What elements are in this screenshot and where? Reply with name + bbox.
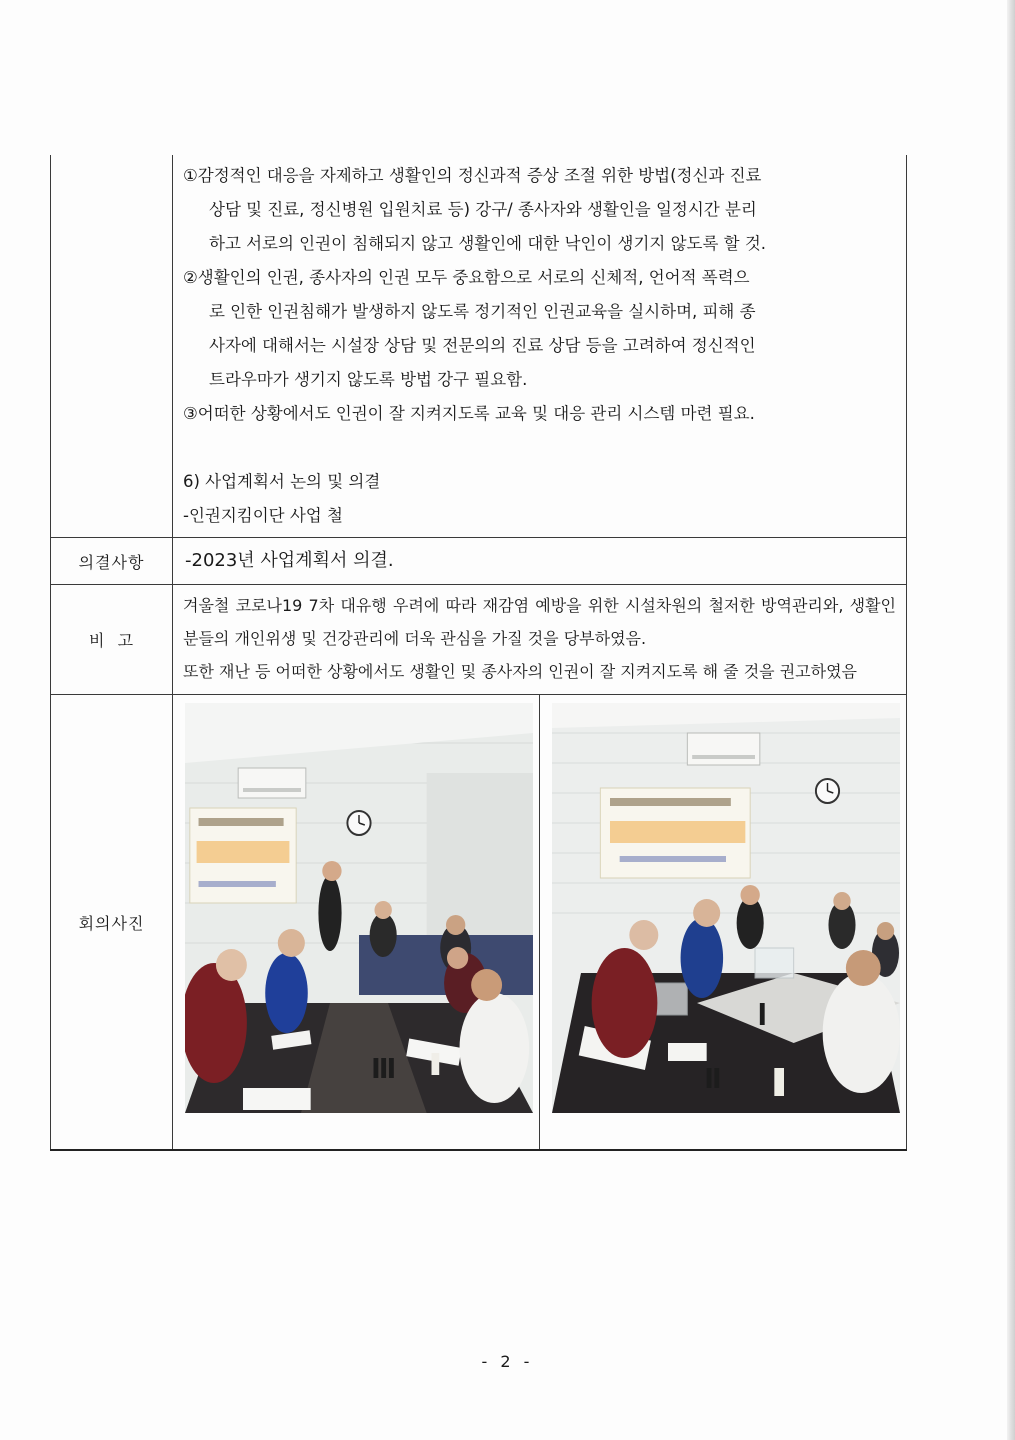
remarks-line-2: 또한 재난 등 어떠한 상황에서도 생활인 및 종사자의 인권이 잘 지켜지도록 해 줄 것을 권고하였음	[183, 662, 857, 681]
item-1-line-3: 하고 서로의 인권이 침해되지 않고 생활인에 대한 낙인이 생기지 않도록 할 것.	[209, 234, 767, 253]
item-2-line-3: 사자에 대해서는 시설장 상담 및 전문의의 진료 상담 등을 고려하여 정신적인	[209, 336, 756, 355]
spacer	[183, 431, 898, 465]
photo-cell-left	[173, 695, 540, 1149]
content-cell	[173, 155, 907, 538]
remarks-row	[51, 585, 907, 695]
decision-text: -2023년 사업계획서 의결.	[173, 538, 907, 585]
photo-cell-right	[540, 695, 907, 1149]
item-1-head: ①감정적인 대응을 자제하고 생활인의 정신과적 증상 조절 위한 방법(정신과 진료	[183, 166, 762, 185]
decision-label: 의결사항	[51, 538, 173, 585]
empty-label-cell	[51, 155, 173, 538]
page-number: - 2 -	[481, 1352, 534, 1371]
meeting-photo-1	[185, 703, 533, 1113]
item-2-line-4: 트라우마가 생기지 않도록 방법 강구 필요함.	[209, 370, 528, 389]
photos-cell	[173, 695, 907, 1151]
content-row	[51, 155, 907, 538]
decision-row	[51, 538, 907, 585]
item-2-line-2: 로 인한 인권침해가 발생하지 않도록 정기적인 인권교육을 실시하며, 피해 종	[209, 302, 756, 321]
remarks-cell	[173, 585, 907, 695]
item-3-head: ③어떠한 상황에서도 인권이 잘 지켜지도록 교육 및 대응 관리 시스템 마련 필요.	[183, 404, 755, 423]
minutes-table	[50, 155, 907, 1151]
item-1-line-2: 상담 및 진료, 정신병원 입원치료 등) 강구/ 종사자와 생활인을 일정시간 분리	[209, 200, 757, 219]
photos-inner-table	[173, 695, 906, 1149]
photos-label: 회의사진	[51, 695, 173, 1151]
section-title: 6) 사업계획서 논의 및 의결	[183, 472, 381, 491]
remarks-line-1: 겨울철 코로나19 7차 대유행 우려에 따라 재감염 예방을 위한 시설차원의 철저한 방역관리와, 생활인분들의 개인위생 및 건강관리에 더욱 관심을 가질 것을 당부하였음.	[183, 596, 896, 648]
item-2-head: ②생활인의 인권, 종사자의 인권 모두 중요함으로 서로의 신체적, 언어적 폭력으	[183, 268, 750, 287]
meeting-photo-2-image	[552, 703, 900, 1113]
photo-row	[51, 695, 907, 1151]
meeting-photo-2	[552, 703, 900, 1113]
remarks-label: 비 고	[51, 585, 173, 695]
scan-edge	[1007, 0, 1015, 1440]
meeting-photo-1-image	[185, 703, 533, 1113]
section-subtitle: -인권지킴이단 사업 철	[183, 506, 343, 525]
